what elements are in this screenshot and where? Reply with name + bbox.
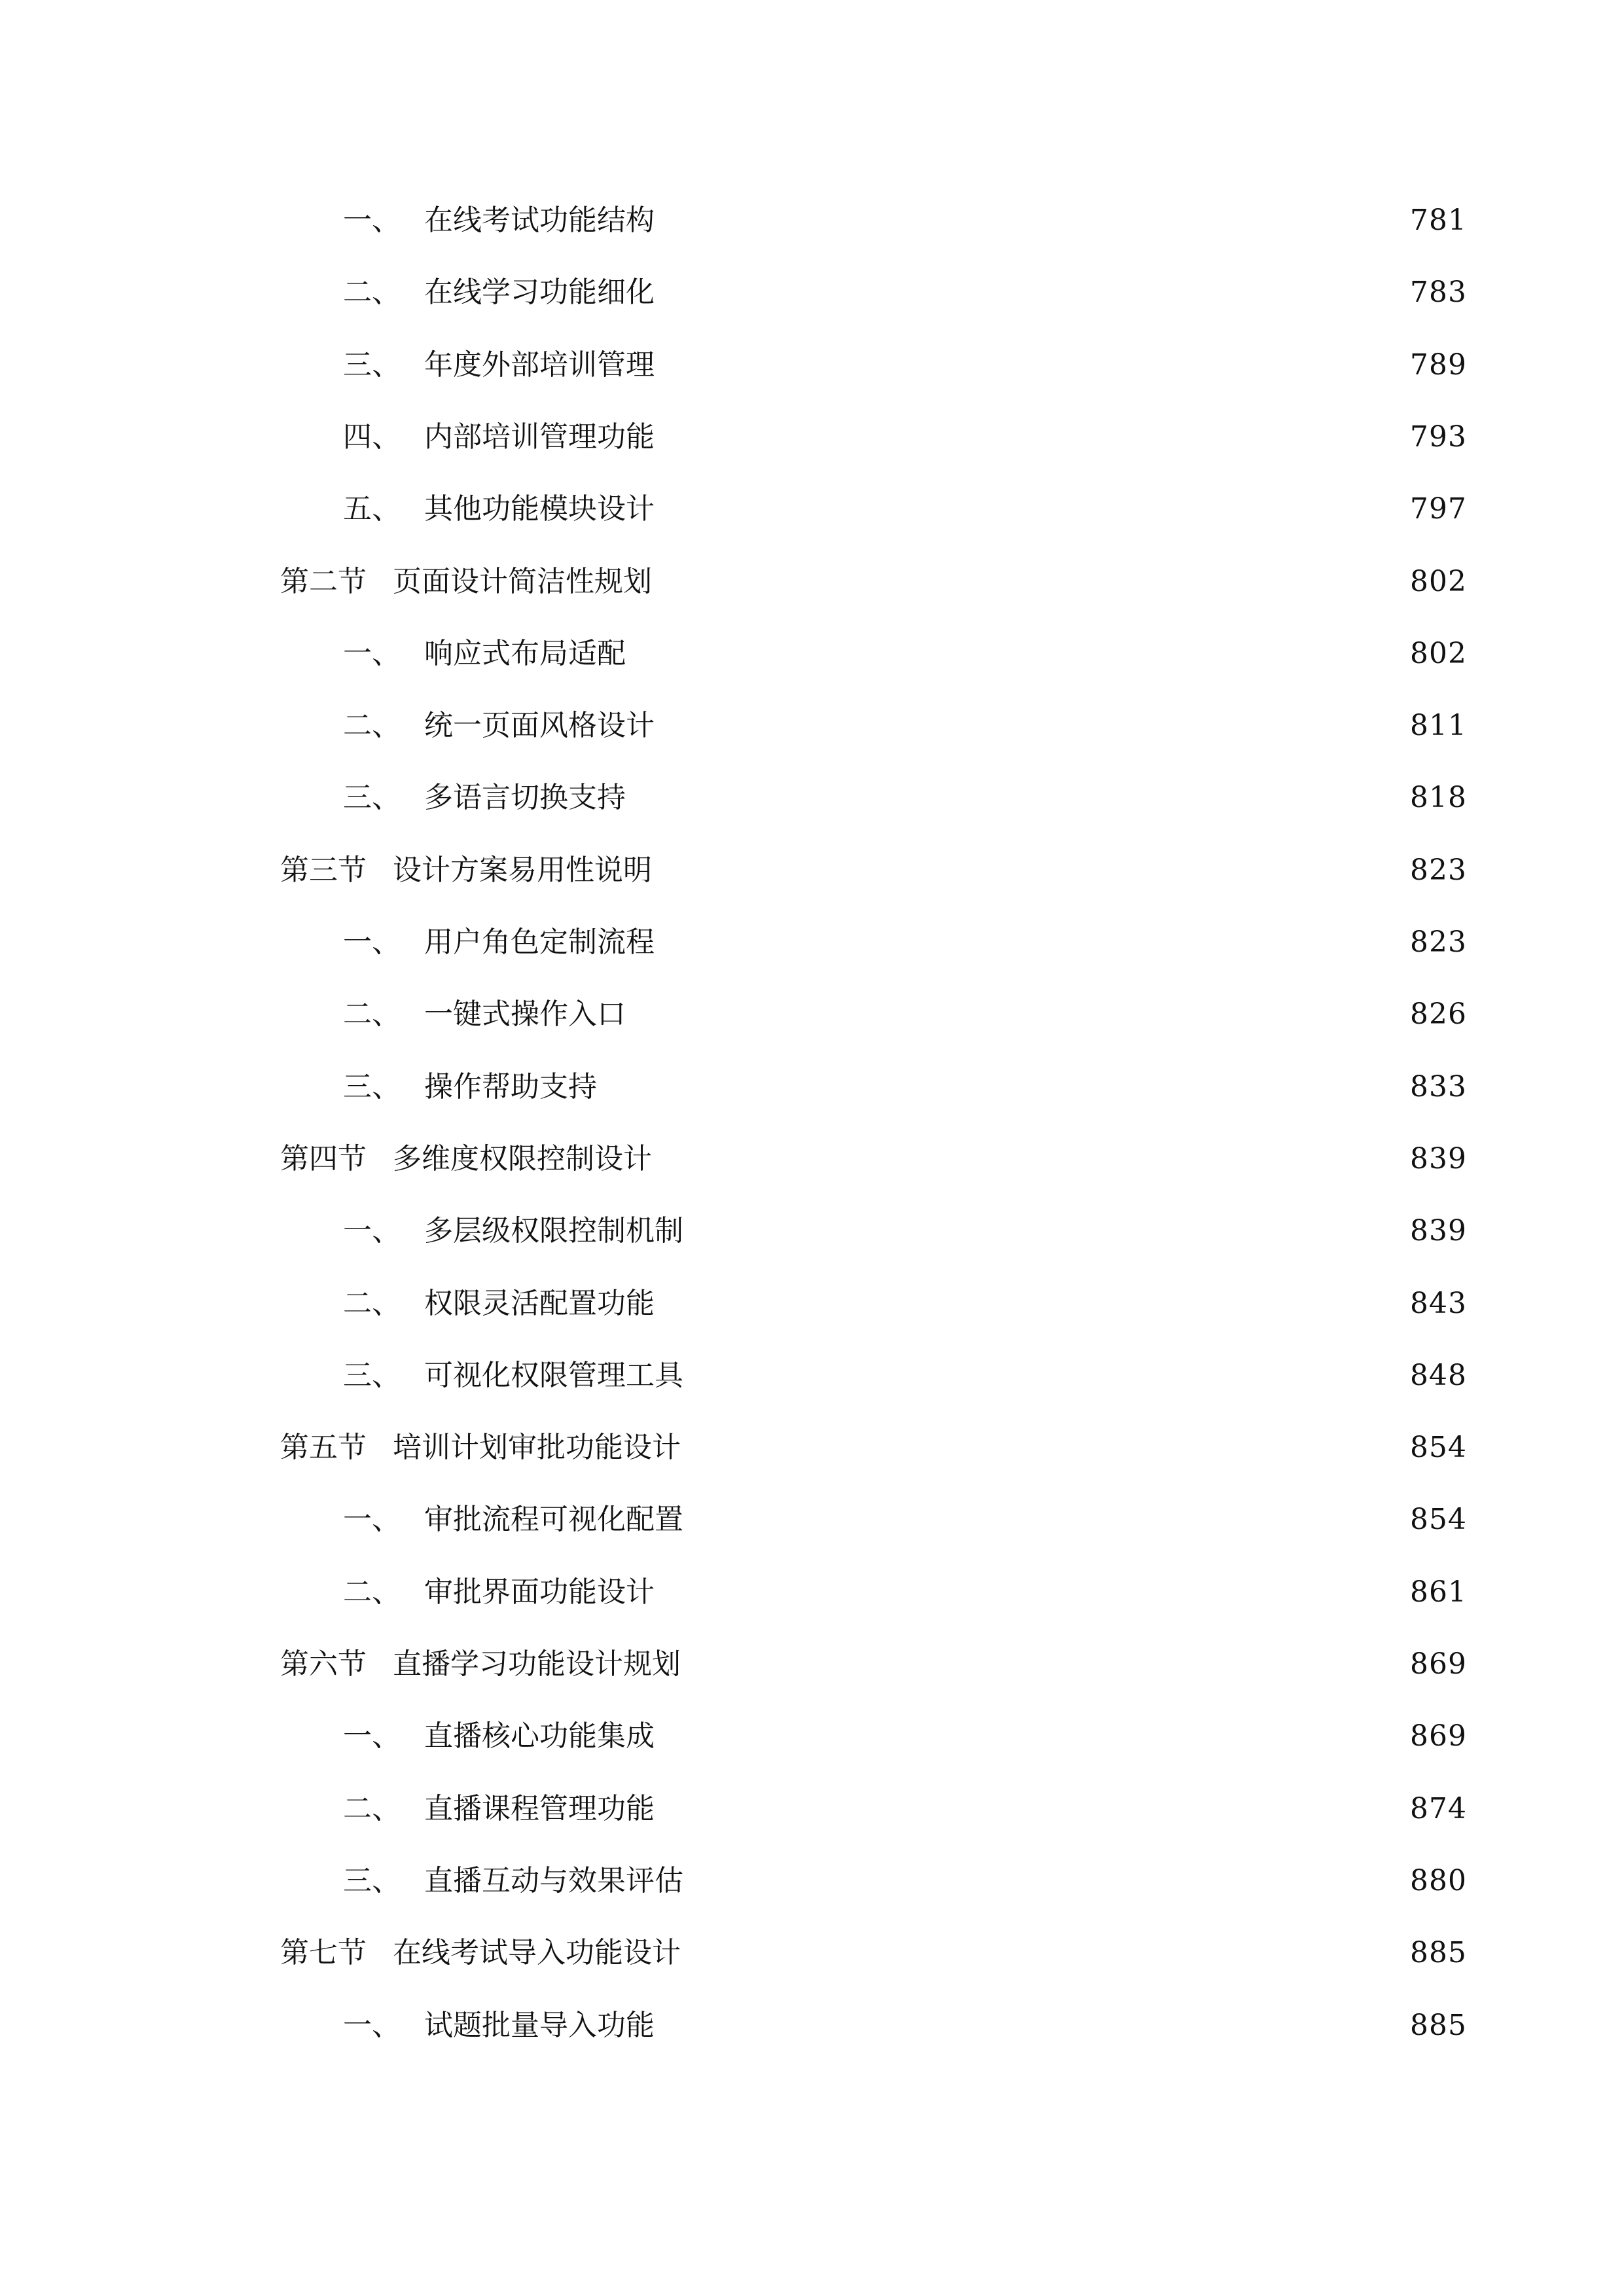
toc-page-number: 789 — [1410, 348, 1467, 382]
toc-entry-title: 年度外部培训管理 — [424, 348, 655, 382]
toc-entry-title: 多层级权限控制机制 — [424, 1214, 683, 1247]
dot-leader — [659, 696, 1397, 755]
toc-entry-number: 二、 — [343, 1575, 401, 1609]
dot-leader — [687, 1202, 1397, 1261]
dot-leader — [659, 1780, 1397, 1839]
dot-leader — [630, 624, 1397, 683]
toc-entry-number: 三、 — [343, 1864, 401, 1897]
toc-entry-title: 可视化权限管理工具 — [424, 1359, 683, 1392]
toc-page-number: 826 — [1410, 997, 1467, 1031]
toc-entry-number: 第四节 — [280, 1142, 367, 1175]
dot-leader — [630, 985, 1397, 1044]
toc-entry-title: 统一页面风格设计 — [424, 709, 655, 742]
toc-entry-number: 二、 — [343, 276, 401, 309]
toc-entry-title: 设计方案易用性说明 — [393, 853, 652, 887]
toc-entry-title: 试题批量导入功能 — [424, 2009, 655, 2042]
toc-subsection-entry[interactable] — [343, 263, 1467, 322]
toc-page-number: 843 — [1410, 1287, 1467, 1320]
toc-subsection-entry[interactable] — [343, 1058, 1467, 1117]
dot-leader — [687, 1490, 1397, 1549]
toc-entry-title: 多维度权限控制设计 — [393, 1142, 652, 1175]
toc-page-number: 833 — [1410, 1070, 1467, 1103]
dot-leader — [656, 1130, 1397, 1189]
toc-subsection-entry[interactable] — [343, 696, 1467, 755]
toc-subsection-entry[interactable] — [343, 1202, 1467, 1261]
toc-section-entry[interactable] — [280, 1418, 1467, 1477]
toc-section-entry[interactable] — [280, 841, 1467, 900]
toc-page-number: 839 — [1410, 1142, 1467, 1175]
toc-subsection-entry[interactable] — [343, 913, 1467, 972]
toc-subsection-entry[interactable] — [343, 1563, 1467, 1622]
toc-page-number: 885 — [1410, 1936, 1467, 1969]
toc-entry-number: 二、 — [343, 997, 401, 1031]
toc-entry-title: 直播核心功能集成 — [424, 1719, 655, 1753]
toc-entry-number: 三、 — [343, 1359, 401, 1392]
toc-subsection-entry[interactable] — [343, 1490, 1467, 1549]
toc-section-entry[interactable] — [280, 1924, 1467, 1982]
toc-subsection-entry[interactable] — [343, 768, 1467, 827]
dot-leader — [687, 1852, 1397, 1910]
toc-subsection-entry[interactable] — [343, 1707, 1467, 1766]
toc-entry-number: 第二节 — [280, 565, 367, 598]
toc-entry-number: 一、 — [343, 1214, 401, 1247]
toc-page-number: 861 — [1410, 1575, 1467, 1609]
toc-subsection-entry[interactable] — [343, 1852, 1467, 1910]
toc-page-number: 783 — [1410, 276, 1467, 309]
toc-page-number: 797 — [1410, 492, 1467, 526]
toc-entry-number: 三、 — [343, 1070, 401, 1103]
toc-entry-title: 内部培训管理功能 — [424, 420, 655, 454]
toc-page-number: 818 — [1410, 781, 1467, 814]
toc-page-number: 874 — [1410, 1792, 1467, 1825]
toc-page-number: 885 — [1410, 2009, 1467, 2042]
toc-entry-title: 多语言切换支持 — [424, 781, 626, 814]
toc-entry-title: 页面设计简洁性规划 — [393, 565, 652, 598]
toc-page-number: 802 — [1410, 565, 1467, 598]
dot-leader — [656, 552, 1397, 611]
toc-entry-number: 一、 — [343, 637, 401, 670]
toc-entry-number: 三、 — [343, 348, 401, 382]
dot-leader — [659, 1996, 1397, 2055]
toc-section-entry[interactable] — [280, 1635, 1467, 1694]
toc-page-number: 802 — [1410, 637, 1467, 670]
toc-entry-title: 在线考试功能结构 — [424, 204, 655, 237]
dot-leader — [659, 1274, 1397, 1333]
toc-page-number: 869 — [1410, 1647, 1467, 1681]
dot-leader — [687, 1346, 1397, 1405]
toc-entry-number: 二、 — [343, 709, 401, 742]
toc-subsection-entry[interactable] — [343, 1780, 1467, 1839]
toc-entry-title: 审批界面功能设计 — [424, 1575, 655, 1609]
toc-entry-number: 二、 — [343, 1792, 401, 1825]
dot-leader — [659, 336, 1397, 395]
toc-entry-title: 一键式操作入口 — [424, 997, 626, 1031]
dot-leader — [659, 480, 1397, 539]
toc-entry-number: 一、 — [343, 204, 401, 237]
toc-entry-number: 一、 — [343, 925, 401, 959]
dot-leader — [659, 1563, 1397, 1622]
toc-entry-title: 操作帮助支持 — [424, 1070, 597, 1103]
dot-leader — [659, 913, 1397, 972]
toc-entry-title: 直播学习功能设计规划 — [393, 1647, 681, 1681]
toc-section-entry[interactable] — [280, 1130, 1467, 1189]
toc-entry-number: 一、 — [343, 1503, 401, 1536]
toc-page-number: 781 — [1410, 204, 1467, 237]
toc-entry-title: 用户角色定制流程 — [424, 925, 655, 959]
dot-leader — [659, 1707, 1397, 1766]
toc-page-number: 823 — [1410, 853, 1467, 887]
toc-entry-title: 其他功能模块设计 — [424, 492, 655, 526]
toc-page-number: 793 — [1410, 420, 1467, 454]
dot-leader — [685, 1635, 1397, 1694]
toc-entry-title: 权限灵活配置功能 — [424, 1287, 655, 1320]
toc-subsection-entry[interactable] — [343, 1996, 1467, 2055]
toc-entry-number: 三、 — [343, 781, 401, 814]
toc-subsection-entry[interactable] — [343, 1274, 1467, 1333]
dot-leader — [685, 1418, 1397, 1477]
toc-page-number: 854 — [1410, 1503, 1467, 1536]
toc-page-number: 880 — [1410, 1864, 1467, 1897]
toc-subsection-entry[interactable] — [343, 408, 1467, 467]
toc-entry-number: 第五节 — [280, 1431, 367, 1464]
toc-subsection-entry[interactable] — [343, 191, 1467, 250]
toc-entry-number: 一、 — [343, 1719, 401, 1753]
toc-page-number: 848 — [1410, 1359, 1467, 1392]
toc-entry-title: 培训计划审批功能设计 — [393, 1431, 681, 1464]
toc-subsection-entry[interactable] — [343, 985, 1467, 1044]
toc-entry-number: 第六节 — [280, 1647, 367, 1681]
toc-entry-title: 直播互动与效果评估 — [424, 1864, 683, 1897]
toc-entry-title: 在线考试导入功能设计 — [393, 1936, 681, 1969]
toc-entry-title: 审批流程可视化配置 — [424, 1503, 683, 1536]
toc-page-number: 854 — [1410, 1431, 1467, 1464]
dot-leader — [659, 263, 1397, 322]
toc-entry-number: 第七节 — [280, 1936, 367, 1969]
toc-entry-number: 第三节 — [280, 853, 367, 887]
toc-entry-title: 响应式布局适配 — [424, 637, 626, 670]
toc-subsection-entry[interactable] — [343, 1346, 1467, 1405]
dot-leader — [601, 1058, 1397, 1117]
toc-section-entry[interactable] — [280, 552, 1467, 611]
toc-entry-number: 一、 — [343, 2009, 401, 2042]
toc-entry-title: 在线学习功能细化 — [424, 276, 655, 309]
dot-leader — [656, 841, 1397, 900]
toc-entry-number: 五、 — [343, 492, 401, 526]
dot-leader — [685, 1924, 1397, 1982]
toc-page-number: 823 — [1410, 925, 1467, 959]
toc-subsection-entry[interactable] — [343, 624, 1467, 683]
dot-leader — [659, 191, 1397, 250]
toc-subsection-entry[interactable] — [343, 336, 1467, 395]
toc-entry-title: 直播课程管理功能 — [424, 1792, 655, 1825]
toc-page-number: 811 — [1410, 709, 1467, 742]
dot-leader — [630, 768, 1397, 827]
toc-subsection-entry[interactable] — [343, 480, 1467, 539]
dot-leader — [659, 408, 1397, 467]
toc-page-number: 869 — [1410, 1719, 1467, 1753]
toc-page-number: 839 — [1410, 1214, 1467, 1247]
toc-entry-number: 四、 — [343, 420, 401, 454]
toc-entry-number: 二、 — [343, 1287, 401, 1320]
